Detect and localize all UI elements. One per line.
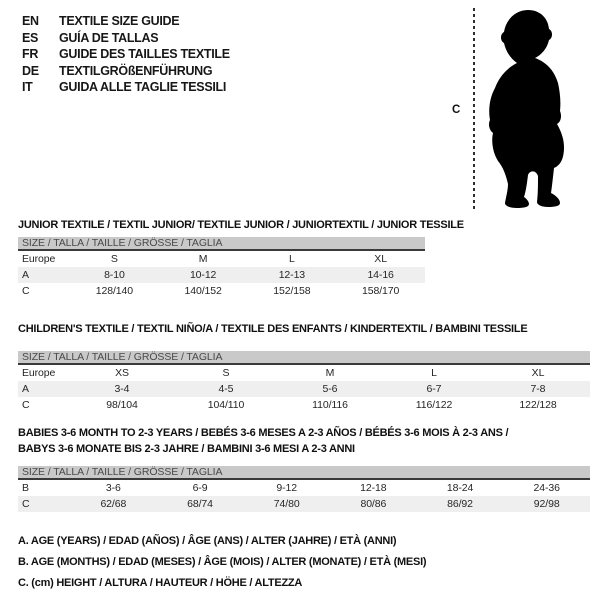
table-cell: 92/98: [533, 498, 560, 510]
table-cell: 3-4: [114, 383, 130, 395]
size-header-bar: SIZE / TALLA / TAILLE / GRÖSSE / TAGLIA: [18, 466, 590, 480]
language-row-en: [22, 13, 230, 30]
table-cell: 68/74: [187, 498, 213, 510]
table-cell: 10-12: [189, 269, 217, 281]
table-cell: M: [198, 253, 208, 265]
table-cell: 7-8: [530, 383, 546, 395]
table-cell: 3-6: [105, 482, 121, 494]
table-row: [18, 397, 590, 413]
guide-title-es: GUÍA DE TALLAS: [59, 30, 159, 45]
legend-b-age-months: B. AGE (MONTHS) / EDAD (MESES) / ÂGE (MOIS) / ALTER (MONATE) / ETÀ (MESI): [18, 556, 427, 568]
row-label: B: [22, 482, 29, 494]
junior-table-title: JUNIOR TEXTILE / TEXTIL JUNIOR/ TEXTILE JUNIOR / JUNIORTEXTIL / JUNIOR TESSILE: [18, 219, 464, 231]
table-cell: 8-10: [104, 269, 125, 281]
table-cell: 104/110: [207, 399, 245, 411]
measurement-legend: [18, 531, 426, 594]
children-size-table: [18, 351, 590, 413]
table-cell: 140/152: [184, 285, 222, 297]
table-cell: XS: [115, 367, 129, 379]
table-cell: 86/92: [447, 498, 473, 510]
table-cell: 12-18: [360, 482, 387, 494]
table-row: [18, 251, 425, 267]
row-label: A: [22, 269, 29, 281]
table-cell: 80/86: [360, 498, 387, 510]
table-cell: XL: [531, 367, 545, 379]
table-cell: XL: [374, 253, 387, 265]
baby-silhouette-image: [484, 7, 566, 209]
guide-title-fr: GUIDE DES TAILLES TEXTILE: [59, 47, 230, 61]
table-cell: 98/104: [106, 399, 138, 411]
table-cell: L: [431, 367, 437, 379]
row-label: Europe: [22, 367, 56, 379]
junior-size-table: [18, 237, 425, 299]
table-cell: 74/80: [273, 498, 300, 510]
table-cell: 110/116: [312, 399, 348, 411]
height-measure-label: C: [452, 104, 461, 116]
row-label: Europe: [22, 253, 56, 265]
babies-title-line2: BABYS 3-6 MONATE BIS 2-3 JAHRE / BAMBINI 3-6 MESI A 2-3 ANNI: [18, 443, 355, 455]
table-cell: 9-12: [276, 482, 297, 494]
language-title-list: [22, 13, 230, 96]
guide-title-de: TEXTILGRÖßENFÜHRUNG: [59, 63, 213, 78]
language-code: DE: [22, 63, 39, 78]
table-cell: 128/140: [95, 285, 133, 297]
language-code: IT: [22, 80, 33, 94]
table-cell: 14-16: [367, 269, 394, 281]
guide-title-en: TEXTILE SIZE GUIDE: [59, 14, 180, 28]
children-table-rows: [18, 365, 590, 413]
language-row-es: [22, 30, 230, 47]
table-cell: S: [222, 367, 230, 379]
language-code: FR: [22, 47, 39, 61]
babies-title-line1: BABIES 3-6 MONTH TO 2-3 YEARS / BEBÉS 3-6 MESES A 2-3 AÑOS / BÉBÉS 3-6 MOIS À 2-3 ANS /: [18, 427, 509, 439]
size-header-bar: SIZE / TALLA / TAILLE / GRÖSSE / TAGLIA: [18, 351, 590, 365]
table-cell: 4-5: [218, 383, 234, 395]
table-cell: 18-24: [446, 482, 474, 494]
table-cell: 116/122: [415, 399, 453, 411]
table-cell: M: [325, 367, 335, 379]
babies-table-rows: [18, 480, 590, 512]
table-cell: S: [110, 253, 118, 265]
row-label: A: [22, 383, 29, 395]
table-row: [18, 496, 590, 512]
babies-table-title: [18, 425, 508, 457]
language-row-de: [22, 63, 230, 80]
table-cell: 24-36: [533, 482, 560, 494]
legend-a-age-years: A. AGE (YEARS) / EDAD (AÑOS) / ÂGE (ANS) / ALTER (JAHRE) / ETÀ (ANNI): [18, 535, 397, 547]
language-row-fr: [22, 46, 230, 63]
table-cell: 6-7: [426, 383, 442, 395]
table-cell: 152/158: [273, 285, 311, 297]
table-row: [18, 267, 425, 283]
table-cell: 62/68: [100, 498, 127, 510]
language-code: ES: [22, 30, 39, 45]
table-row: [18, 283, 425, 299]
size-header-bar: SIZE / TALLA / TAILLE / GRÖSSE / TAGLIA: [18, 237, 425, 251]
babies-size-table: [18, 466, 590, 512]
row-label: C: [22, 399, 30, 411]
table-cell: 6-9: [192, 482, 208, 494]
junior-table-rows: [18, 251, 425, 299]
table-cell: 158/170: [361, 285, 400, 297]
height-measure-dashed-line: [473, 8, 475, 209]
language-row-it: [22, 79, 230, 96]
language-code: EN: [22, 14, 39, 28]
children-table-title: CHILDREN'S TEXTILE / TEXTIL NIÑO/A / TEXTILE DES ENFANTS / KINDERTEXTIL / BAMBINI TESSILE: [18, 323, 528, 335]
table-row: [18, 365, 590, 381]
table-cell: 5-6: [322, 383, 338, 395]
table-row: [18, 381, 590, 397]
table-cell: 122/128: [519, 399, 557, 411]
table-cell: L: [289, 253, 295, 265]
table-cell: 12-13: [278, 269, 306, 281]
legend-c-height-cm: C. (cm) HEIGHT / ALTURA / HAUTEUR / HÖHE / ALTEZZA: [18, 577, 303, 589]
row-label: C: [22, 498, 30, 510]
table-row: [18, 480, 590, 496]
row-label: C: [22, 285, 30, 297]
guide-title-it: GUIDA ALLE TAGLIE TESSILI: [59, 80, 227, 94]
